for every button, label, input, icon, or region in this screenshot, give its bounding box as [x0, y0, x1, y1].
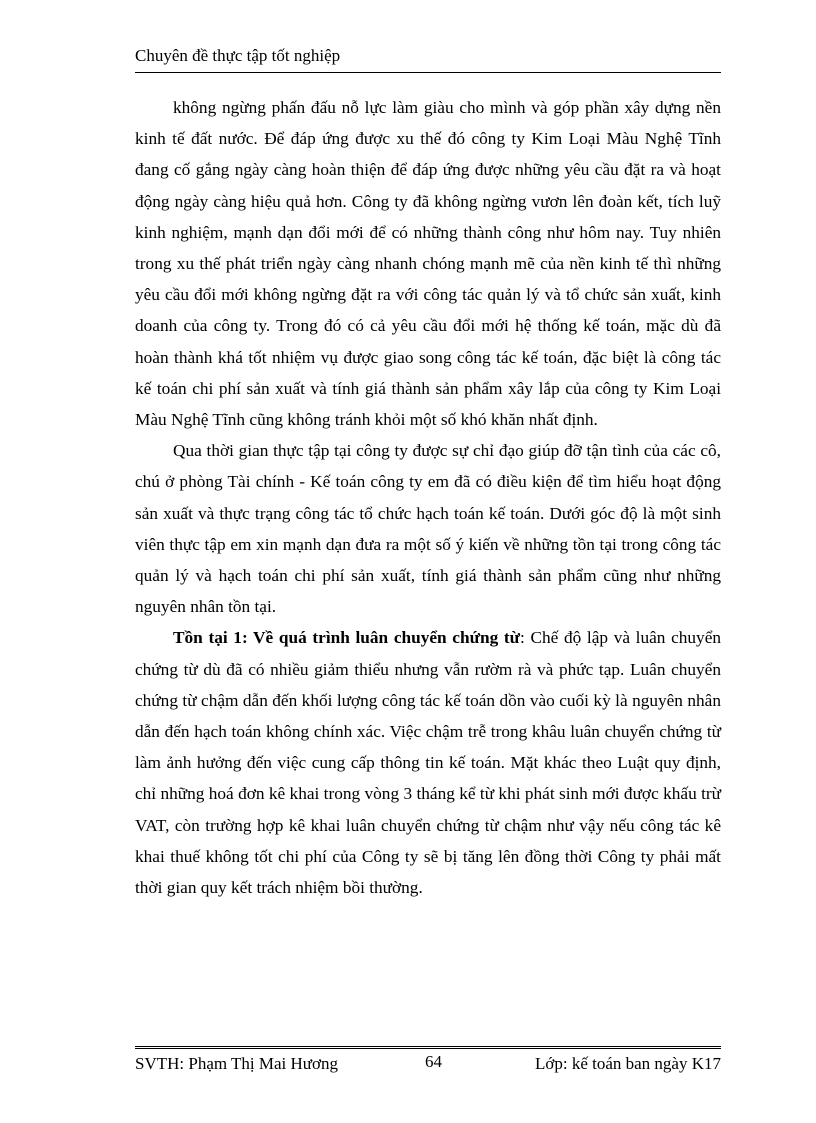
paragraph-3-heading: Tồn tại 1: Về quá trình luân chuyển chứng từ [173, 628, 521, 648]
footer-student: SVTH: Phạm Thị Mai Hương [135, 1054, 339, 1073]
paragraph-2: Qua thời gian thực tập tại công ty được sự chỉ đạo giúp đỡ tận tình của các cô, chú ở phòng Tài chính - Kế toán công ty em đã có điều kiện để tìm hiểu hoạt động sản xuất và thực trạng công tác tổ chức hạch toán kế toán. Dưới góc độ là một sinh viên thực tập em xin mạnh dạn đưa ra một số ý kiến về những tồn tại trong công tác quản lý và hạch toán chi phí sản xuất, tính giá thành sản phẩm cũng như những nguyên nhân tồn tại. [135, 441, 721, 617]
footer-divider [135, 1046, 721, 1049]
header-title: Chuyên đề thực tập tốt nghiệp [135, 46, 341, 65]
paragraph-1: không ngừng phấn đấu nỗ lực làm giàu cho mình và góp phần xây dựng nền kinh tế đất nước. Để đáp ứng được xu thế đó công ty Kim Loại Màu Nghệ Tĩnh đang cố gắng ngày càng hoàn thiện để đáp ứng được những yêu cầu đặt ra và hoạt động ngày càng hiệu quả hơn. Công ty đã không ngừng vươn lên đoàn kết, tích luỹ kinh nghiệm, mạnh dạn đổi mới để có những thành công như hôm nay. Tuy nhiên trong xu thế phát triển ngày càng nhanh chóng mạnh mẽ của nền kinh tế thì những yêu cầu đổi mới không ngừng đặt ra với công tác quản lý và tổ chức sản xuất, kinh doanh của công ty. Trong đó có cả yêu cầu đổi mới hệ thống kế toán, mặc dù đã hoàn thành khá tốt nhiệm vụ được giao song công tác kế toán, đặc biệt là công tác kế toán chi phí sản xuất và tính giá thành sản phẩm xây lắp của công ty Kim Loại Màu Nghệ Tĩnh cũng không tránh khỏi một số khó khăn nhất định. [135, 98, 721, 430]
footer-class: Lớp: kế toán ban ngày K17 [534, 1054, 721, 1073]
header-divider [135, 72, 721, 73]
paragraph-3 [135, 622, 721, 903]
paragraph-3-body: : Chế độ lập và luân chuyển chứng từ dù đã có nhiều giảm thiểu nhưng vẫn rườm rà và phức tạp. Luân chuyển chứng từ chậm dẫn đến khối lượng công tác kế toán dồn vào cuối kỳ là nguyên nhân dẫn đến hạch toán không chính xác. Việc chậm trễ trong khâu luân chuyển chứng từ làm ảnh hưởng đến việc cung cấp thông tin kế toán. Mặt khác theo Luật quy định, chỉ những hoá đơn kê khai trong vòng 3 tháng kể từ khi phát sinh mới được khấu trừ VAT, còn trường hợp kê khai luân chuyển chứng từ chậm như vậy nếu công tác kê khai thuế không tốt chi phí của Công ty sẽ bị tăng lên đồng thời Công ty phải mất thời gian quy kết trách nhiệm bồi thường. [135, 628, 721, 898]
document-body [135, 92, 721, 903]
page-header [135, 46, 721, 66]
footer-page-number: 64 [425, 1052, 442, 1071]
